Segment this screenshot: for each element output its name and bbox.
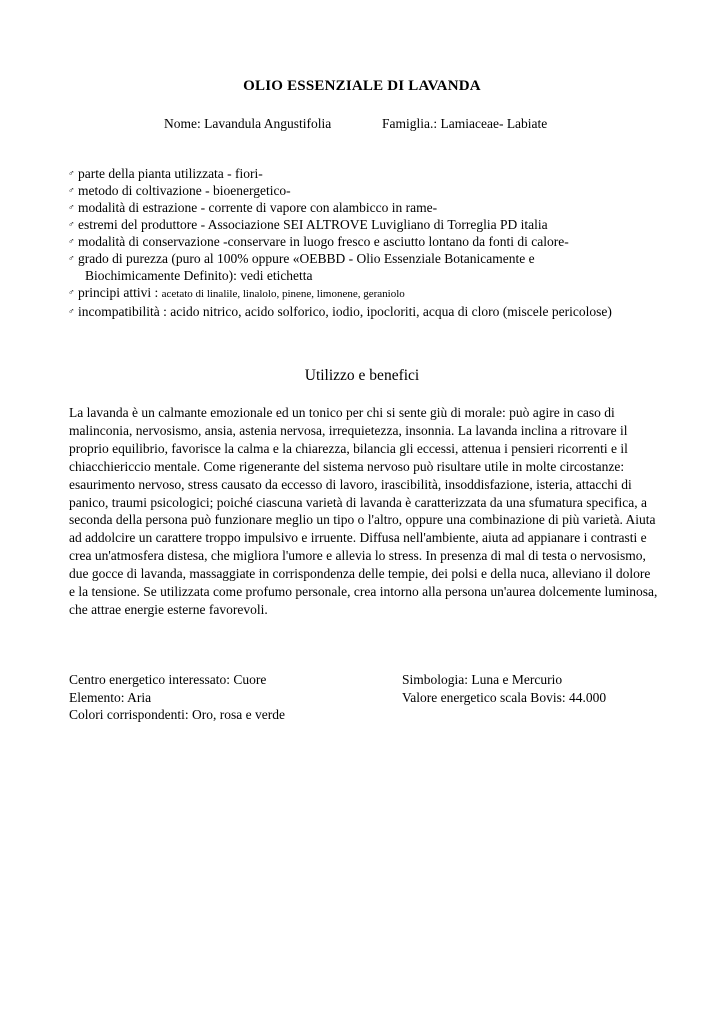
energy-center: Centro energetico interessato: Cuore xyxy=(69,672,267,687)
document-title: OLIO ESSENZIALE DI LAVANDA xyxy=(243,78,481,94)
bullet-mark-icon: ♂ xyxy=(68,253,75,263)
list-item-text: modalità di conservazione -conservare in luogo fresco e asciutto lontano da fonti di calore- xyxy=(78,234,569,249)
list-item-text: grado di purezza (puro al 100% oppure «OEBBD - Olio Essenziale Botanicamente e xyxy=(78,251,535,266)
body-paragraph: La lavanda è un calmante emozionale ed un tonico per chi si sente giù di morale: può agire in caso di malinconia, nervosismo, ansia, astenia nervosa, irrequietezza, insonnia. La lavanda inclina a ritrovare il proprio equilibrio, favorisce la calma e la chiarezza, bilancia gli eccessi, attenua i pensieri ricorrenti e il chiacchiericcio mentale. Come rigenerante del sistema nervoso può risultare utile in molte circostanze: esaurimento nervoso, stress causato da eccesso di lavoro, irascibilità, insoddisfazione, isteria, attacchi di panico, traumi psicologici; poiché ciascuna varietà di lavanda è caratterizzata da una sfumatura specifica, a seconda della persona può funzionare meglio un tipo o l'altro, oppure una combinazione di più varietà. Aiuta ad addolcire un carattere troppo impulsivo e irruente. Diffusa nell'ambiente, aiuta ad appianare i contrasti e crea un'atmosfera distesa, che migliora l'umore e allevia lo stress. In presenza di mal di testa o nervosismo, due gocce di lavanda, massaggiate in corrispondenza delle tempie, dei polsi e della nuca, alleviano il dolore e la tensione. Se utilizzata come profumo personale, crea intorno alla persona un'aurea dolcemente luminosa, che attrae energie esterne favorevoli. xyxy=(69,405,658,617)
active-principles: acetato di linalile, linalolo, pinene, limonene, geraniolo xyxy=(161,288,405,300)
bullet-mark-icon: ♂ xyxy=(68,168,75,178)
list-item xyxy=(68,284,668,303)
list-item-text: modalità di estrazione - corrente di vapore con alambicco in rame- xyxy=(78,200,438,215)
list-item xyxy=(68,216,668,233)
bullet-mark-icon: ♂ xyxy=(68,306,75,316)
list-item xyxy=(68,182,668,199)
footer-right-column xyxy=(402,671,672,706)
bullet-mark-icon: ♂ xyxy=(68,202,75,212)
list-item xyxy=(68,199,668,216)
element: Elemento: Aria xyxy=(69,689,152,705)
properties-list xyxy=(68,165,668,320)
list-item-text: metodo di coltivazione - bioenergetico- xyxy=(78,183,291,198)
list-item xyxy=(68,165,668,182)
list-item-continuation: Biochimicamente Definito): vedi etichetta xyxy=(85,268,313,283)
colors: Colori corrispondenti: Oro, rosa e verde xyxy=(69,707,285,722)
list-item-text: estremi del produttore - Associazione SEI ALTROVE Luvigliano di Torreglia PD italia xyxy=(78,217,548,232)
list-item xyxy=(68,250,668,284)
botanical-name: Nome: Lavandula Angustifolia xyxy=(164,116,332,131)
list-item-text: principi attivi : xyxy=(78,285,162,300)
plant-family: Famiglia.: Lamiaceae- Labiate xyxy=(382,116,548,131)
list-item xyxy=(68,303,668,320)
list-item-text: parte della pianta utilizzata - fiori- xyxy=(78,166,263,181)
section-title: Utilizzo e benefici xyxy=(304,367,420,384)
bullet-mark-icon: ♂ xyxy=(68,185,75,195)
bullet-mark-icon: ♂ xyxy=(68,219,75,229)
footer-left-column xyxy=(69,671,389,724)
list-item-text: incompatibilità : acido nitrico, acido solforico, iodio, ipocloriti, acqua di cloro (miscele pericolose) xyxy=(78,304,612,319)
bullet-mark-icon: ♂ xyxy=(68,236,75,246)
bovis-value: Valore energetico scala Bovis: 44.000 xyxy=(402,689,607,705)
symbolism: Simbologia: Luna e Mercurio xyxy=(402,672,563,687)
bullet-mark-icon: ♂ xyxy=(68,287,75,297)
list-item xyxy=(68,233,668,250)
